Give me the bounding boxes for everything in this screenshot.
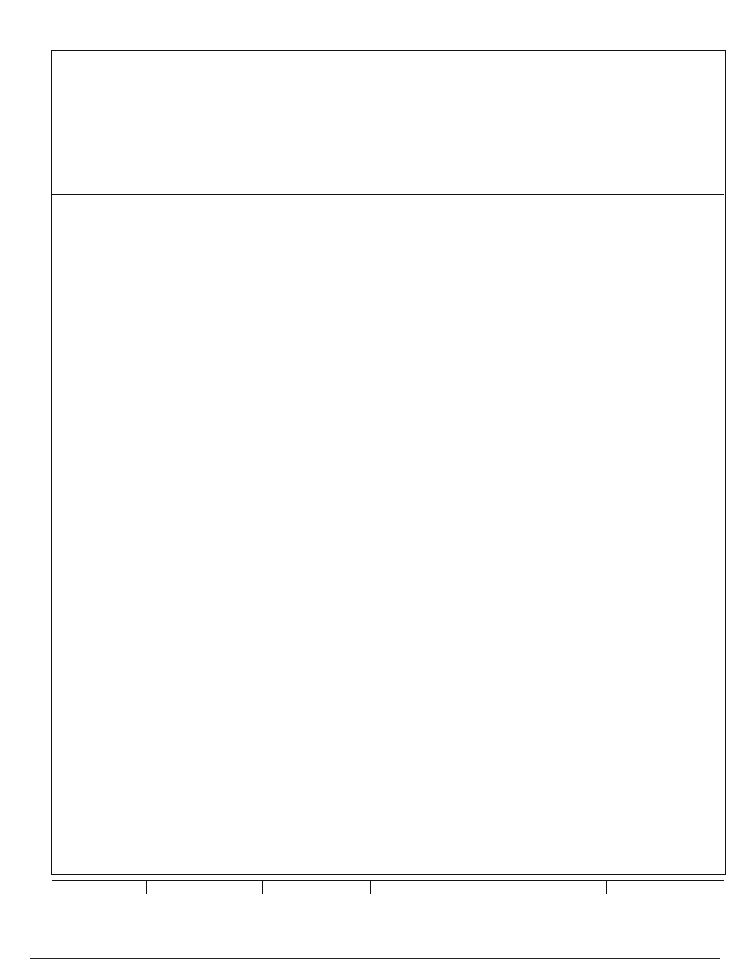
footer-rule: [52, 880, 724, 881]
footer-divider: [606, 880, 607, 894]
page-bottom-rule: [30, 958, 720, 959]
footer-divider: [262, 880, 263, 894]
parts-list-frame: [51, 50, 726, 875]
footer-divider: [370, 880, 371, 894]
footer-divider: [146, 880, 147, 894]
header-rule: [52, 194, 724, 195]
